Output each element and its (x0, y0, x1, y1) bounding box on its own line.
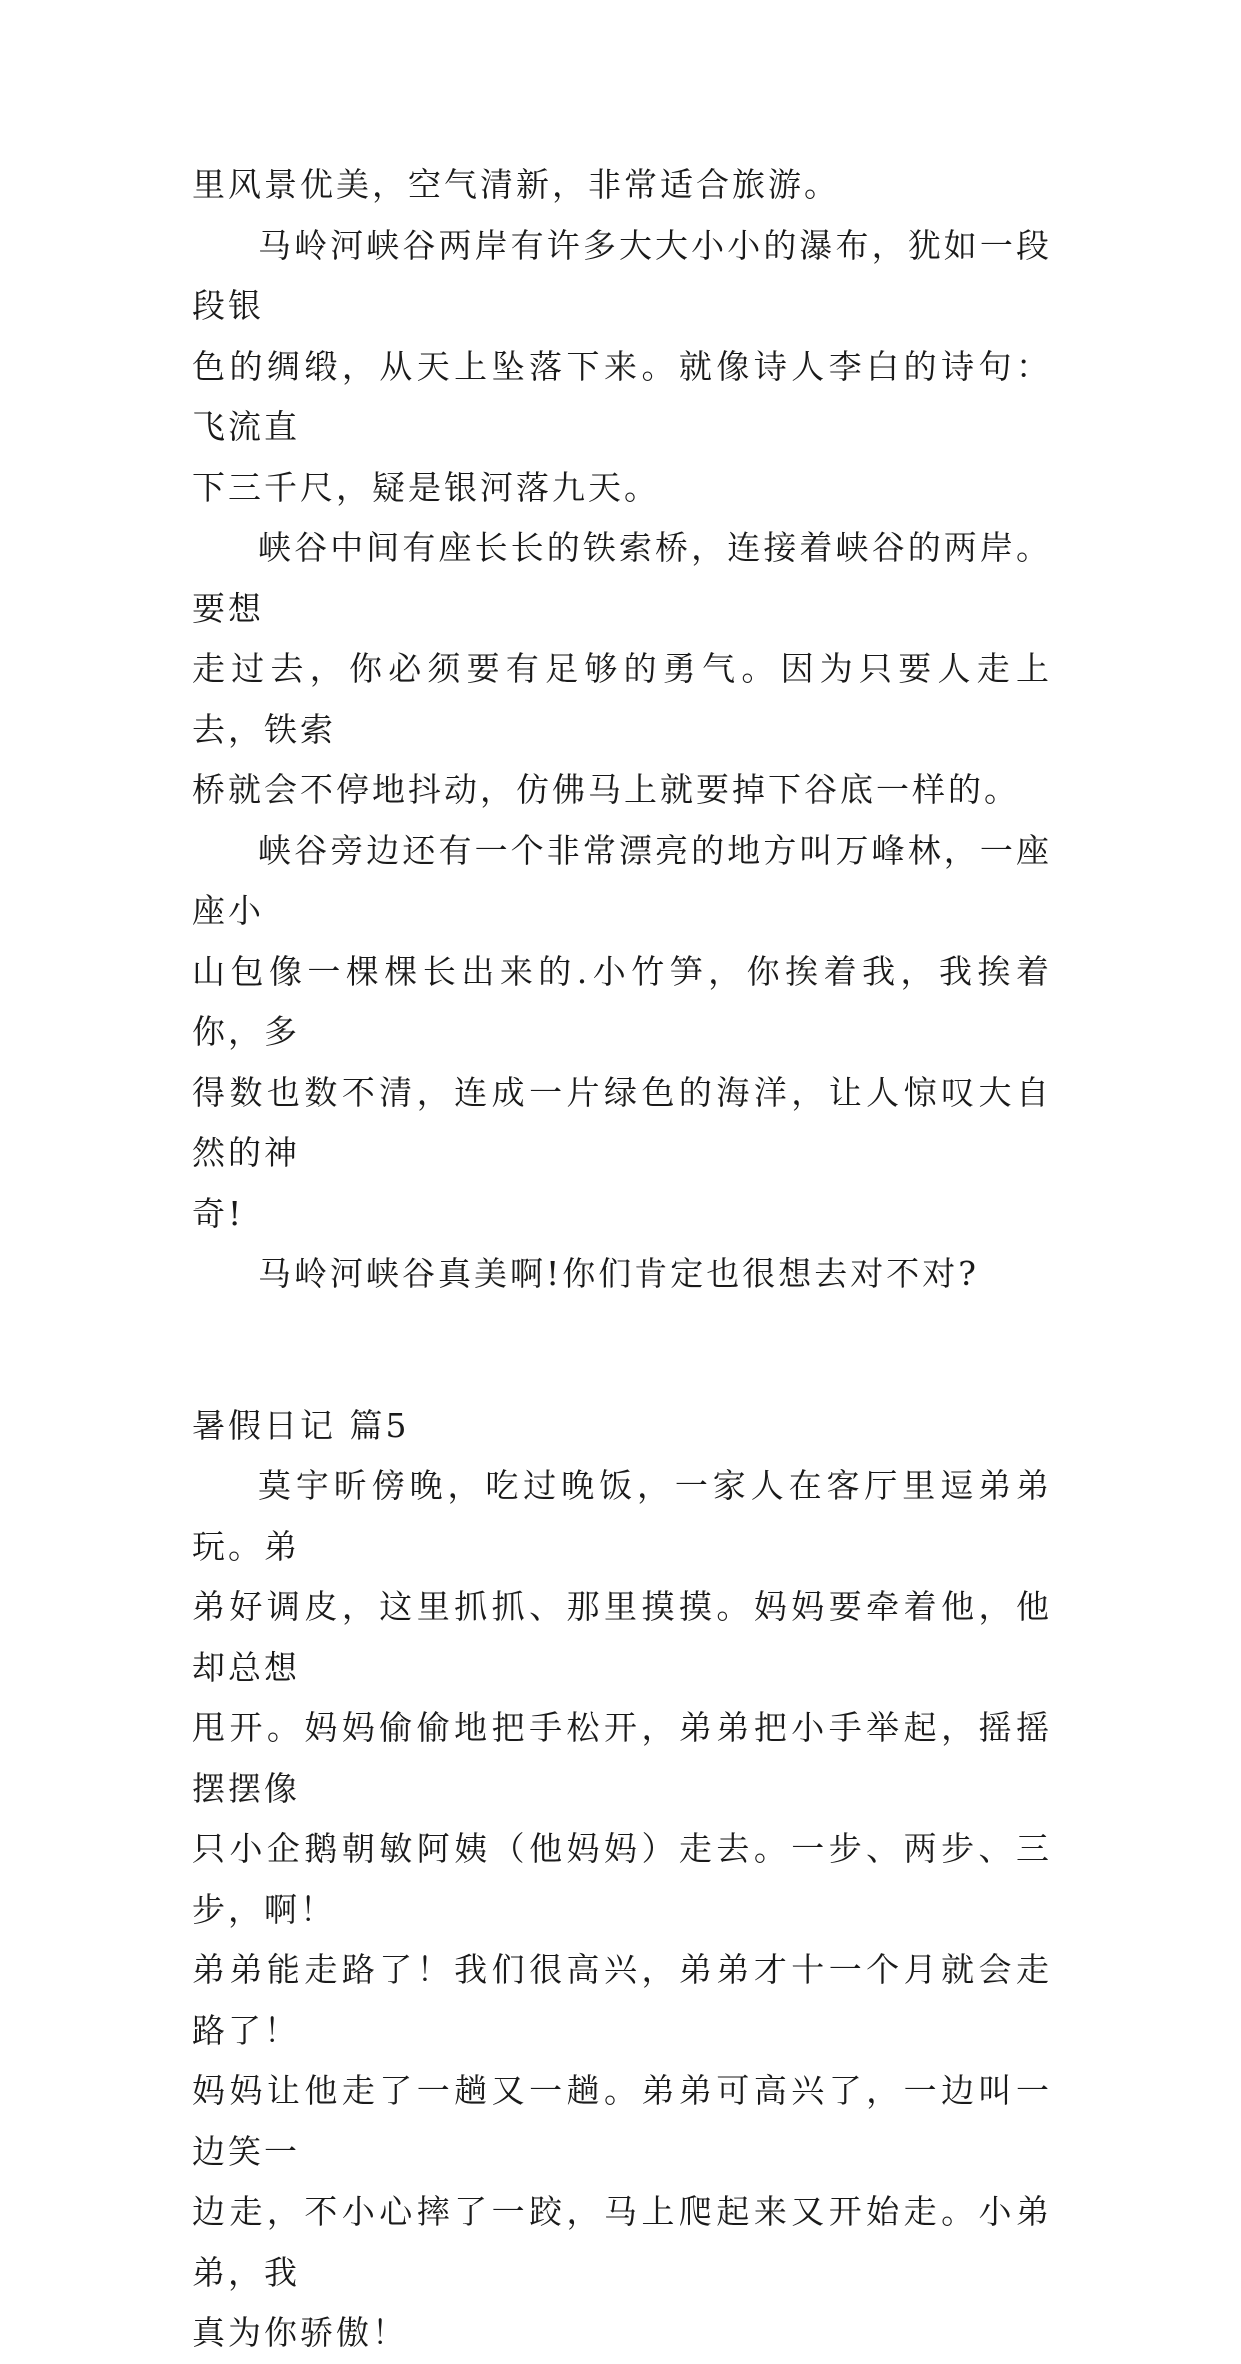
section-spacer (192, 1305, 1052, 1396)
paragraph-little-brother: 莫宇昕傍晚，吃过晚饭，一家人在客厅里逗弟弟玩。弟 弟好调皮，这里抓抓、那里摸摸。妈妈要牵着他，他却总想 甩开。妈妈偷偷地把手松开，弟弟把小手举起，摇摇摆摆像 只小企鹅朝敏阿姨（他妈妈）走去。一步、两步、三步，啊！ 弟弟能走路了！我们很高兴，弟弟才十一个月就会走路了！ 妈妈让他走了一趟又一趟。弟弟可高兴了，一边叫一边笑一 边走，不小心摔了一跤，马上爬起来又开始走。小弟弟，我 真为你骄傲！ (192, 1466, 1052, 2352)
section-title: 暑假日记 篇5 (192, 1405, 410, 1445)
paragraph-wanfenglin: 峡谷旁边还有一个非常漂亮的地方叫万峰林，一座座小 山包像一棵棵长出来的.小竹笋，你挨着我，我挨着你，多 得数也数不清，连成一片绿色的海洋，让人惊叹大自然的神 奇! (192, 830, 1052, 1233)
paragraph-closing: 马岭河峡谷真美啊!你们肯定也很想去对不对? (258, 1254, 979, 1293)
paragraph-continued: 里风景优美，空气清新，非常适合旅游。 (192, 165, 840, 204)
document-page (192, 155, 1052, 2364)
paragraph-waterfalls: 马岭河峡谷两岸有许多大大小小的瀑布，犹如一段段银 色的绸缎，从天上坠落下来。就像诗人李白的诗句：飞流直 下三千尺，疑是银河落九天。 (192, 225, 1052, 507)
paragraph-iron-bridge: 峡谷中间有座长长的铁索桥，连接着峡谷的两岸。要想 走过去，你必须要有足够的勇气。因为只要人走上去，铁索 桥就会不停地抖动，仿佛马上就要掉下谷底一样的。 (192, 528, 1052, 809)
